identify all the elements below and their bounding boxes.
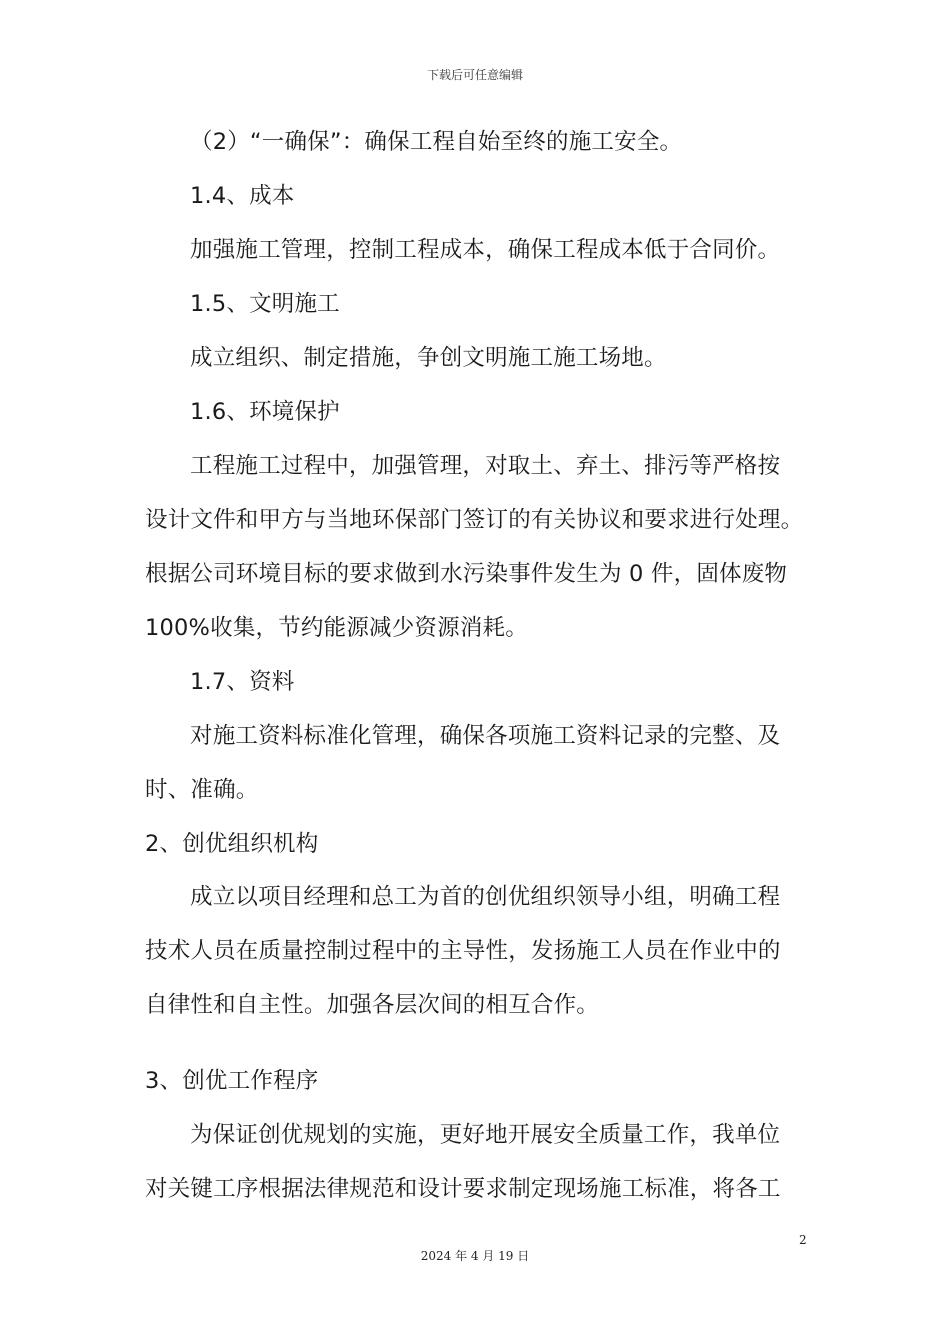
body-line: 对关键工序根据法律规范和设计要求制定现场施工标准，将各工 — [145, 1176, 781, 1202]
body-line: 加强施工管理，控制工程成本，确保工程成本低于合同价。 — [190, 237, 781, 263]
body-line: 技术人员在质量控制过程中的主导性，发扬施工人员在作业中的 — [145, 938, 781, 964]
section-heading-1-7: 1.7、资料 — [190, 669, 295, 695]
section-heading-1-5: 1.5、文明施工 — [190, 291, 340, 317]
body-line: 自律性和自主性。加强各层次间的相互合作。 — [145, 992, 600, 1018]
body-line: 根据公司环境目标的要求做到水污染事件发生为 0 件，固体废物 — [145, 561, 788, 587]
body-line: 设计文件和甲方与当地环保部门签订的有关协议和要求进行处理。 — [145, 507, 804, 533]
section-heading-1-6: 1.6、环境保护 — [190, 399, 340, 425]
body-line: 对施工资料标准化管理，确保各项施工资料记录的完整、及 — [190, 723, 781, 749]
body-line: 为保证创优规划的实施，更好地开展安全质量工作，我单位 — [190, 1122, 781, 1148]
section-heading-3: 3、创优工作程序 — [145, 1068, 319, 1094]
section-heading-1-4: 1.4、成本 — [190, 183, 295, 209]
body-line: 工程施工过程中，加强管理，对取土、弃土、排污等严格按 — [190, 453, 781, 479]
header-note: 下载后可任意编辑 — [426, 68, 523, 82]
body-line: 成立组织、制定措施，争创文明施工施工场地。 — [190, 345, 667, 371]
body-line: （2）“一确保”：确保工程自始至终的施工安全。 — [190, 129, 683, 155]
footer-date: 2024 年 4 月 19 日 — [420, 1249, 530, 1263]
body-line: 100%收集，节约能源减少资源消耗。 — [145, 615, 528, 641]
body-line: 时、准确。 — [145, 777, 259, 803]
section-heading-2: 2、创优组织机构 — [145, 831, 319, 857]
page-number: 2 — [799, 1233, 807, 1247]
body-line: 成立以项目经理和总工为首的创优组织领导小组，明确工程 — [190, 884, 781, 910]
